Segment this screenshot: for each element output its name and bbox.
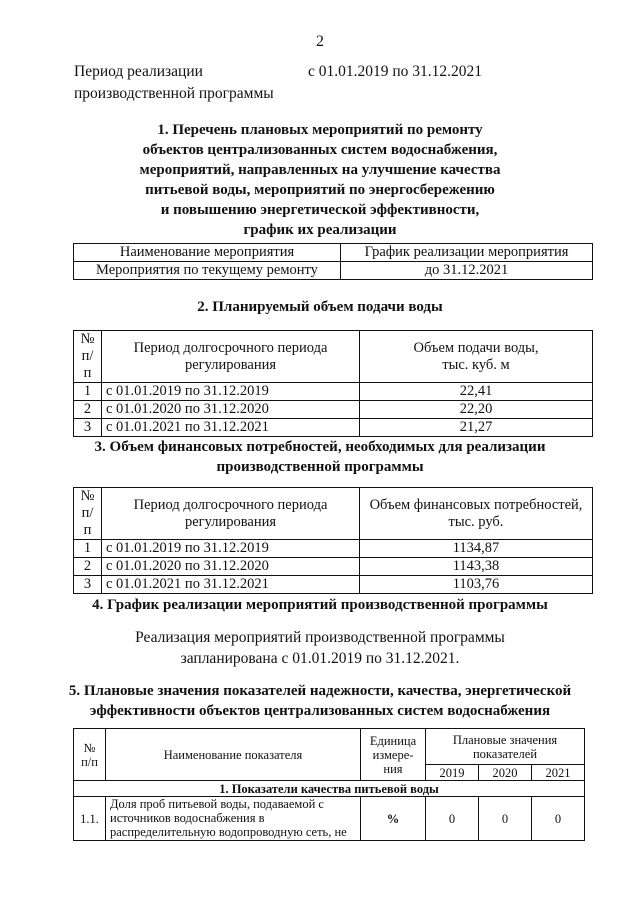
header-text: показателей <box>472 746 538 761</box>
section4-text-line1: Реализация мероприятий производственной программы <box>135 629 505 646</box>
row-indicator-line: источников водоснабжения в <box>110 811 265 825</box>
section5-header-unit <box>361 729 426 781</box>
table-row <box>74 576 593 594</box>
section5-title-line2: эффективности объектов централизованных систем водоснабжения <box>89 703 551 719</box>
section5-header-name: Наименование показателя <box>106 729 361 781</box>
section3-header-num <box>74 488 102 540</box>
section5-header-year: 2021 <box>531 765 584 781</box>
section3-header-period <box>102 488 360 540</box>
header-text: регулирования <box>184 513 277 530</box>
row-num: 3 <box>74 419 102 437</box>
row-value: 1134,87 <box>360 540 593 558</box>
section2-title: 2. Планируемый объем подачи воды <box>197 299 443 315</box>
row-num: 2 <box>74 401 102 419</box>
page-number: 2 <box>316 33 324 50</box>
row-value-2020: 0 <box>478 797 531 841</box>
period-label <box>74 61 274 105</box>
row-num: 3 <box>74 576 102 594</box>
period-label-line1: Период реализации <box>74 63 203 80</box>
section5-header-year: 2019 <box>426 765 479 781</box>
header-text: Плановые значения <box>452 732 558 747</box>
section1-title-line: питьевой воды, мероприятий по энергосбережению <box>145 182 495 198</box>
header-text: тыс. куб. м <box>442 356 510 373</box>
row-num: 1 <box>74 383 102 401</box>
header-text: Объем финансовых потребностей, <box>369 496 583 513</box>
section4-title: 4. График реализации мероприятий производственной программы <box>92 597 548 613</box>
section2-header-value <box>360 331 593 383</box>
section5-header-planned <box>426 729 585 765</box>
section5-header-num <box>74 729 106 781</box>
row-indicator-name <box>106 797 361 841</box>
row-num: 1.1. <box>74 797 106 841</box>
row-value: 22,20 <box>360 401 593 419</box>
section5-table <box>73 728 585 841</box>
header-text: Период долгосрочного периода <box>133 339 328 356</box>
table-row <box>74 401 593 419</box>
section5-group-title: 1. Показатели качества питьевой воды <box>74 781 585 797</box>
row-unit: % <box>361 797 426 841</box>
row-value-2021: 0 <box>531 797 584 841</box>
section4-text <box>0 627 640 669</box>
header-text: п/п <box>81 754 98 769</box>
section1-title-line: 1. Перечень плановых мероприятий по ремонту <box>157 122 483 138</box>
section5-header-year: 2020 <box>478 765 531 781</box>
section5-title-line1: 5. Плановые значения показателей надежности, качества, энергетической <box>68 683 572 699</box>
header-text: № <box>80 488 95 504</box>
section1-table <box>73 243 593 280</box>
row-indicator-line: распределительную водопроводную сеть, не <box>110 825 347 839</box>
row-period: с 01.01.2019 по 31.12.2019 <box>102 540 360 558</box>
section1-title-line: объектов централизованных систем водоснабжения, <box>142 142 498 158</box>
row-value: 1103,76 <box>360 576 593 594</box>
section3-header-value <box>360 488 593 540</box>
header-text: № <box>83 740 96 755</box>
section1-title-line: мероприятий, направленных на улучшение качества <box>139 162 501 178</box>
row-period: с 01.01.2020 по 31.12.2020 <box>102 558 360 576</box>
row-value: 21,27 <box>360 419 593 437</box>
header-text: Объем подачи воды, <box>413 339 539 356</box>
header-text: Единица <box>369 733 417 748</box>
period-value: с 01.01.2019 по 31.12.2021 <box>308 63 483 80</box>
header-text: № <box>80 331 95 347</box>
table-row <box>74 797 585 841</box>
section1-header-name: Наименование мероприятия <box>74 244 341 262</box>
section1-title <box>0 120 640 240</box>
section1-header-schedule: График реализации мероприятия <box>341 244 593 262</box>
section3-table <box>73 487 593 594</box>
section3-title-line1: 3. Объем финансовых потребностей, необходимых для реализации <box>94 439 546 455</box>
header-text: измере- <box>372 747 414 762</box>
header-text: ния <box>383 761 403 776</box>
header-text: регулирования <box>184 356 277 373</box>
row-value: 22,41 <box>360 383 593 401</box>
section1-cell-name: Мероприятия по текущему ремонту <box>74 262 341 280</box>
period-label-line2: производственной программы <box>74 85 274 102</box>
row-indicator-line: Доля проб питьевой воды, подаваемой с <box>110 797 324 811</box>
row-period: с 01.01.2020 по 31.12.2020 <box>102 401 360 419</box>
section2-header-period <box>102 331 360 383</box>
section3-title-line2: производственной программы <box>216 459 424 475</box>
row-value-2019: 0 <box>426 797 479 841</box>
header-text: п/п <box>81 348 94 381</box>
section1-cell-schedule: до 31.12.2021 <box>341 262 593 280</box>
row-period: с 01.01.2021 по 31.12.2021 <box>102 419 360 437</box>
section4-text-line2: запланирована с 01.01.2019 по 31.12.2021. <box>180 650 460 667</box>
row-period: с 01.01.2021 по 31.12.2021 <box>102 576 360 594</box>
header-text: Период долгосрочного периода <box>133 496 328 513</box>
section1-title-line: и повышению энергетической эффективности, <box>160 202 480 218</box>
row-value: 1143,38 <box>360 558 593 576</box>
table-row <box>74 540 593 558</box>
row-num: 2 <box>74 558 102 576</box>
header-text: п/п <box>81 505 94 538</box>
section2-table <box>73 330 593 437</box>
section5-title <box>0 681 640 721</box>
row-num: 1 <box>74 540 102 558</box>
section1-title-line: график их реализации <box>243 222 397 238</box>
table-row <box>74 558 593 576</box>
section3-title <box>0 437 640 477</box>
table-row <box>74 383 593 401</box>
row-period: с 01.01.2019 по 31.12.2019 <box>102 383 360 401</box>
header-text: тыс. руб. <box>448 513 504 530</box>
section2-header-num <box>74 331 102 383</box>
table-row <box>74 419 593 437</box>
